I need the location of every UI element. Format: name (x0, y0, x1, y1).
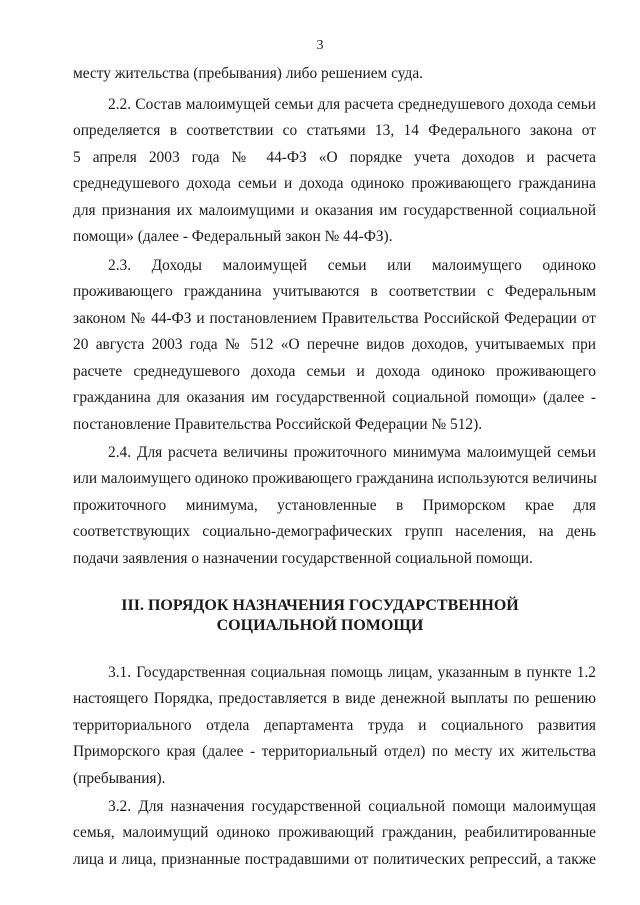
text-line: расчете среднедушевого дохода семьи и дохода одиноко проживающего (73, 363, 596, 380)
text-line: настоящего Порядка, предоставляется в виде денежной выплаты по решению (73, 690, 596, 707)
text-line: гражданина для оказания им государственной социальной помощи» (далее - (73, 389, 596, 406)
paragraph-3-1-line: 3.1. Государственная социальная помощь лицам, указанным в пункте 1.2 (108, 664, 596, 681)
text-line: семья, малоимущий одиноко проживающий гражданин, реабилитированные (73, 824, 596, 841)
section-heading-line-2: СОЦИАЛЬНОЙ ПОМОЩИ (216, 617, 424, 634)
text-line: 20 августа 2003 года № 512 «О перечне видов доходов, учитываемых при (73, 336, 596, 353)
text-line: постановление Правительства Российской Федерации № 512). (73, 416, 483, 433)
text-line: месту жительства (пребывания) либо решением суда. (73, 65, 424, 82)
paragraph-2-4-line: 2.4. Для расчета величины прожиточного минимума малоимущей семьи (108, 444, 596, 461)
paragraph-3-2-line: 3.2. Для назначения государственной социальной помощи малоимущая (108, 798, 596, 815)
text-line: (пребывания). (73, 770, 166, 787)
text-line: подачи заявления о назначении государственной социальной помощи. (73, 550, 533, 567)
text-line: соответствующих социально-демографических групп населения, на день (73, 523, 596, 540)
text-line: проживающего гражданина учитываются в соответствии с Федеральным (73, 283, 596, 300)
text-line: среднедушевого дохода семьи и дохода одиноко проживающего гражданина (73, 175, 596, 192)
section-heading-line-1: III. ПОРЯДОК НАЗНАЧЕНИЯ ГОСУДАРСТВЕННОЙ (121, 597, 519, 614)
text-line: прожиточного минимума, установленные в Приморском крае для (73, 497, 596, 514)
text-line: или малоимущего одиноко проживающего гражданина используются величины (73, 470, 597, 487)
text-line: определяется в соответствии со статьями 13, 14 Федерального закона от (73, 122, 596, 139)
paragraph-2-2-line: 2.2. Состав малоимущей семьи для расчета среднедушевого дохода семьи (108, 96, 596, 113)
paragraph-2-3-line: 2.3. Доходы малоимущей семьи или малоимущего одиноко (108, 257, 596, 274)
text-line: для признания их малоимущими и оказания им государственной социальной (73, 202, 596, 219)
text-line: 5 апреля 2003 года № 44-ФЗ «О порядке учета доходов и расчета (73, 149, 596, 166)
page-number: 3 (316, 38, 324, 53)
text-line: лица и лица, признанные пострадавшими от политических репрессий, а также (73, 851, 596, 868)
text-line: Приморского края (далее - территориальный отдел) по месту их жительства (73, 743, 596, 760)
text-line: территориального отдела департамента труда и социального развития (73, 717, 596, 734)
text-line: помощи» (далее - Федеральный закон № 44-ФЗ). (73, 228, 393, 245)
text-line: законом № 44-ФЗ и постановлением Правительства Российской Федерации от (73, 310, 596, 327)
